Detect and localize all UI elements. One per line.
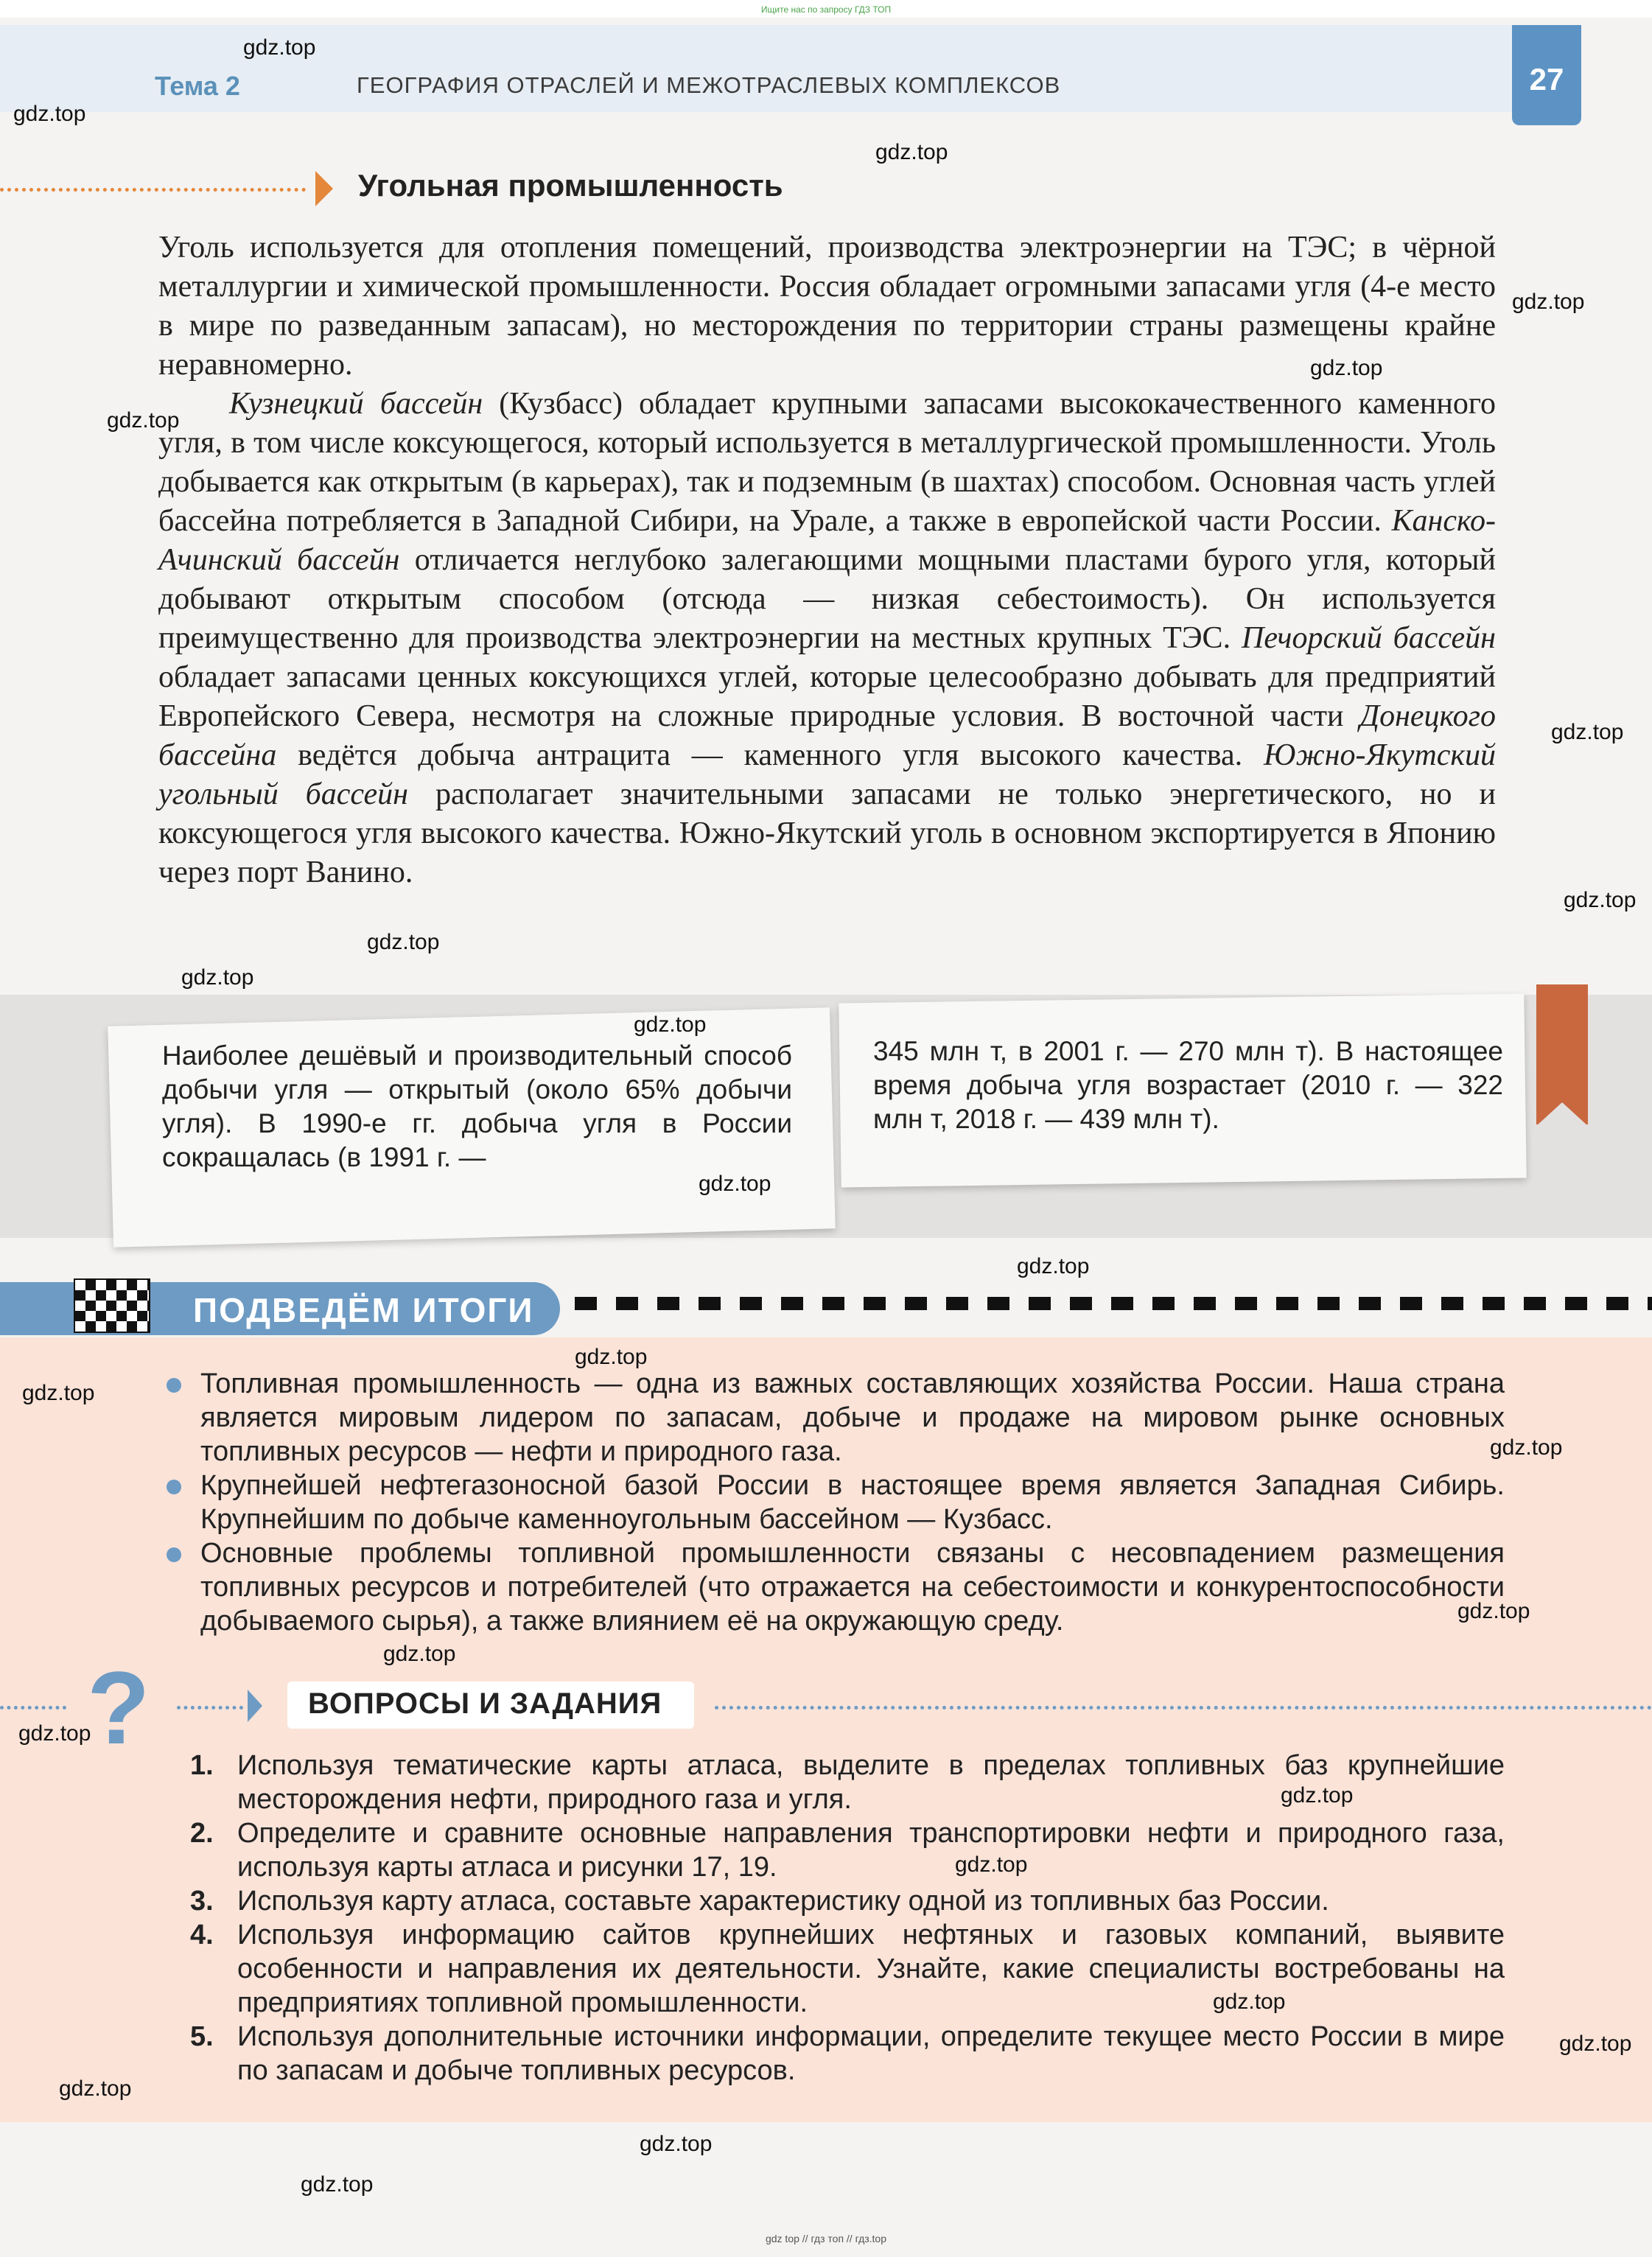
- questions-dotted-right: [715, 1706, 1652, 1710]
- paragraph-1: Уголь используется для отопления помещений, производства электроэнергии на ТЭС; в чёрной металлургии и химической промышленности. Россия обладает огромными запасами угля (4-е место в мире по разведанным запасам), но месторождения по территории страны размещены крайне неравномерно.: [158, 231, 1496, 382]
- term-kuzbass: Кузнецкий бассейн: [229, 387, 483, 421]
- bookmark-notch: [1536, 1102, 1588, 1126]
- top-note: Ищите нас по запросу ГДЗ ТОП: [760, 4, 892, 15]
- topic-label: Тема 2: [155, 71, 240, 101]
- bullet-icon: [167, 1480, 181, 1494]
- watermark: gdz.top: [1564, 888, 1637, 912]
- question-item: [190, 1884, 1505, 1918]
- watermark: gdz.top: [640, 2132, 713, 2156]
- page-number: 27: [1529, 62, 1564, 97]
- question-item: [190, 2020, 1505, 2088]
- bullet-icon: [167, 1547, 181, 1562]
- question-number: 5.: [190, 2021, 214, 2052]
- questions-dotted-left: [0, 1706, 66, 1710]
- p2-text-4: ведётся добыча антрацита — каменного угля высокого качества.: [276, 738, 1264, 772]
- p2-text-2: отличается неглубоко залегающими мощными пластами бурого угля, который добывают открытым способом (отсюда — низкая себестоимость). Он используется преимущественно для производства электроэнергии на местных крупных ТЭС.: [158, 543, 1496, 655]
- question-number: 1.: [190, 1750, 214, 1781]
- watermark: gdz.top: [699, 1172, 771, 1196]
- summary-item: [200, 1367, 1505, 1469]
- checkered-flag-icon: [74, 1278, 150, 1333]
- question-text: Определите и сравните основные направления транспортировки нефти и природного газа, используя карты атласа и рисунки 17, 19.: [237, 1818, 1505, 1883]
- watermark: gdz.top: [383, 1642, 456, 1666]
- summary-item: [200, 1469, 1505, 1536]
- watermark: gdz.top: [367, 930, 440, 954]
- watermark: gdz.top: [875, 140, 948, 164]
- summary-item-text: Крупнейшей нефтегазоносной базой России в настоящее время является Западная Сибирь. Крупнейшим по добыче каменноугольным бассейном — Кузбасс.: [200, 1470, 1505, 1535]
- question-text: Используя карту атласа, составьте характеристику одной из топливных баз России.: [237, 1886, 1329, 1917]
- watermark: gdz.top: [1281, 1783, 1354, 1808]
- watermark: gdz.top: [22, 1381, 95, 1405]
- bullet-icon: [167, 1378, 181, 1393]
- question-number: 3.: [190, 1886, 214, 1917]
- question-number: 4.: [190, 1920, 214, 1950]
- watermark: gdz.top: [13, 102, 86, 126]
- watermark: gdz.top: [1551, 720, 1624, 744]
- summary-item: [200, 1536, 1505, 1638]
- watermark: gdz.top: [107, 408, 180, 433]
- note-left-text: Наиболее дешёвый и производительный способ добычи угля — открытый (около 65% добычи угля). В 1990-е гг. добыча угля в России сокращалась (в 1991 г. —: [162, 1040, 792, 1172]
- summary-item-text: Топливная промышленность — одна из важных составляющих хозяйства России. Наша страна является мировым лидером по запасам, добыче и продаже на мировом рынке основных топливных ресурсов — нефти и природного газа.: [200, 1368, 1505, 1467]
- question-number: 2.: [190, 1818, 214, 1849]
- watermark: gdz.top: [575, 1345, 648, 1369]
- section-arrow-icon: [315, 171, 333, 206]
- questions-title: ВОПРОСЫ И ЗАДАНИЯ: [308, 1687, 662, 1720]
- running-head: ГЕОГРАФИЯ ОТРАСЛЕЙ И МЕЖОТРАСЛЕВЫХ КОМПЛЕКСОВ: [357, 72, 1061, 98]
- note-right-text: 345 млн т, в 2001 г. — 270 млн т). В настоящее время добыча угля возрастает (2010 г. — 322 млн т, 2018 г. — 439 млн т).: [873, 1036, 1503, 1134]
- watermark: gdz.top: [1213, 1990, 1286, 2014]
- watermark: gdz.top: [1310, 356, 1383, 380]
- watermark: gdz.top: [181, 965, 254, 990]
- summary-item-text: Основные проблемы топливной промышленности связаны с несовпадением размещения топливных ресурсов и потребителей (что отражается на себестоимости и конкурентоспособности добываемого сырья), а также влиянием её на окружающую среду.: [200, 1538, 1505, 1637]
- watermark: gdz.top: [955, 1852, 1028, 1877]
- term-south-yakut: Южно-Якутский угольный бассейн: [158, 738, 1496, 811]
- question-mark-icon: ?: [87, 1650, 150, 1766]
- question-text: Используя тематические карты атласа, выделите в пределах топливных баз крупнейшие месторождения нефти, природного газа и угля.: [237, 1750, 1505, 1815]
- section-title: Угольная промышленность: [358, 168, 783, 203]
- term-donetsk: Донецкого бассейна: [158, 699, 1496, 772]
- watermark: gdz.top: [59, 2076, 132, 2101]
- summary-title: ПОДВЕДЁМ ИТОГИ: [193, 1291, 534, 1329]
- question-item: [190, 1816, 1505, 1884]
- watermark: gdz.top: [243, 35, 316, 60]
- p2-text-5: располагает значительными запасами не только энергетического, но и коксующегося угля высокого качества. Южно-Якутский уголь в основном экспортируется в Японию через порт Ванино.: [158, 777, 1496, 889]
- watermark: gdz.top: [634, 1012, 707, 1037]
- watermark: gdz.top: [18, 1721, 91, 1746]
- footer-note: gdz top // гдз топ // гдз.top: [765, 2233, 887, 2244]
- question-text: Используя дополнительные источники информации, определите текущее место России в мире по запасам и добыче топливных ресурсов.: [237, 2021, 1505, 2086]
- watermark: gdz.top: [1017, 1254, 1090, 1278]
- section-dotted-line: [0, 188, 306, 192]
- watermark: gdz.top: [1490, 1435, 1563, 1460]
- question-item: [190, 1918, 1505, 2020]
- term-kansk-achinsk: Канско-Ачинский бассейн: [158, 504, 1496, 577]
- watermark: gdz.top: [1512, 290, 1585, 314]
- watermark: gdz.top: [1559, 2032, 1632, 2056]
- question-text: Используя информацию сайтов крупнейших нефтяных и газовых компаний, выявите особенности и направления их деятельности. Узнайте, какие специалисты востребованы на предприятиях топливной промышленности.: [237, 1920, 1505, 2018]
- summary-dashed-line: [575, 1297, 1652, 1310]
- term-pechora: Печорский бассейн: [1242, 621, 1496, 655]
- section-body: [158, 228, 1496, 892]
- watermark: gdz.top: [1457, 1599, 1530, 1623]
- summary-list: [200, 1367, 1505, 1638]
- p2-text-3: обладает запасами ценных коксующихся углей, которые целесообразно добывать для предприятий Европейского Севера, несмотря на сложные природные условия. В восточной части: [158, 660, 1496, 733]
- watermark: gdz.top: [301, 2172, 374, 2197]
- p2-text-1: (Кузбасс) обладает крупными запасами высококачественного каменного угля, в том числе коксующегося, который используется в металлургической промышленности. Уголь добывается как открытым (в карьерах), так и подземным (в шахтах) способом. Основная часть углей бассейна потребляется в Западной Сибири, на Урале, а также в европейской части России.: [158, 387, 1496, 538]
- questions-dotted-mid: [177, 1706, 243, 1710]
- questions-arrow-icon: [248, 1690, 262, 1722]
- paragraph-2: [158, 385, 1496, 892]
